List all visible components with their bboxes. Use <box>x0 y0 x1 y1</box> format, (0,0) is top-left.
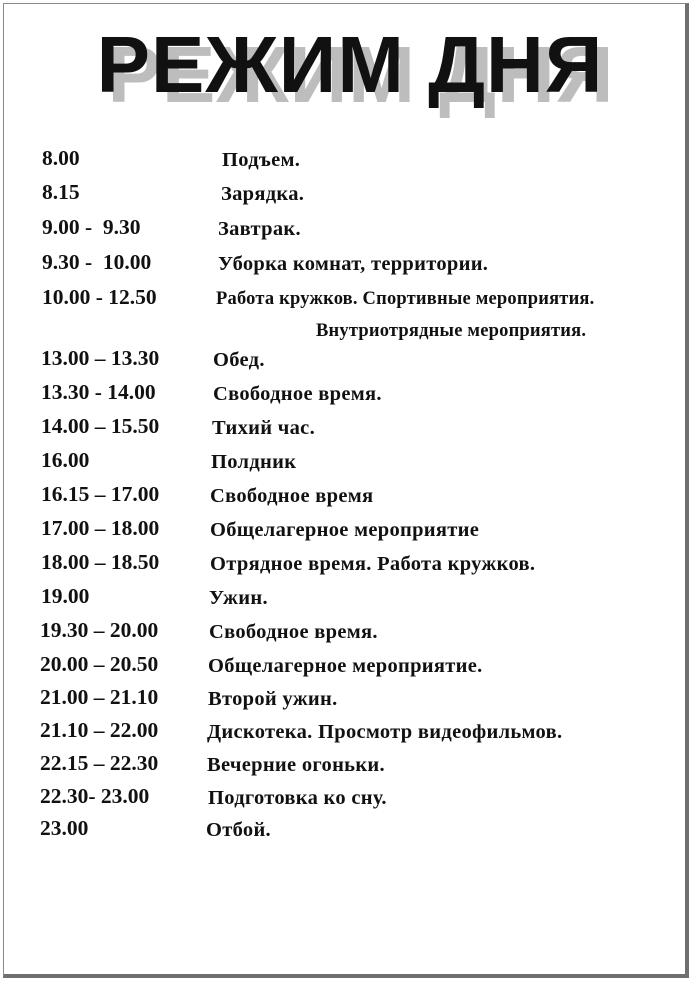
schedule-time: 19.00 <box>41 584 90 608</box>
schedule-time: 13.30 - 14.00 <box>41 380 156 404</box>
schedule-row <box>0 516 700 546</box>
schedule-time: 9.00 - 9.30 <box>42 215 141 239</box>
schedule-row <box>0 685 700 715</box>
schedule-row <box>0 784 700 814</box>
schedule-time: 20.00 – 20.50 <box>40 652 159 676</box>
schedule-activity: Общелагерное мероприятие <box>210 519 480 541</box>
schedule-row <box>0 816 700 846</box>
schedule-row <box>0 618 700 648</box>
schedule-activity: Зарядка. <box>221 183 305 205</box>
page-title: РЕЖИМ ДНЯ <box>96 20 604 109</box>
schedule-row <box>0 250 700 280</box>
schedule-activity: Вечерние огоньки. <box>207 754 385 776</box>
schedule-activity: Завтрак. <box>218 218 301 240</box>
schedule-time: 21.10 – 22.00 <box>40 718 159 742</box>
schedule-activity: Свободное время. <box>213 383 382 405</box>
schedule-time: 16.15 – 17.00 <box>41 482 160 506</box>
schedule-row <box>0 448 700 478</box>
schedule-activity: Отрядное время. Работа кружков. <box>210 553 536 575</box>
schedule-activity: Отбой. <box>206 819 271 841</box>
schedule-activity: Подготовка ко сну. <box>208 787 387 809</box>
schedule-row <box>0 482 700 512</box>
schedule-activity: Общелагерное мероприятие. <box>208 655 483 677</box>
schedule-row <box>0 215 700 245</box>
schedule-activity: Полдник <box>211 451 297 473</box>
schedule-row <box>0 751 700 781</box>
schedule-row <box>0 550 700 580</box>
schedule-time: 8.15 <box>42 180 80 204</box>
schedule-time: 9.30 - 10.00 <box>42 250 152 274</box>
schedule-row <box>0 718 700 748</box>
schedule-time: 10.00 - 12.50 <box>42 285 157 309</box>
schedule-time: 22.30- 23.00 <box>40 784 150 808</box>
schedule-time: 23.00 <box>40 816 89 840</box>
schedule-activity: Уборка комнат, территории. <box>218 253 489 275</box>
schedule-time: 8.00 <box>42 146 80 170</box>
schedule-row <box>0 346 700 376</box>
schedule-activity: Второй ужин. <box>208 688 338 710</box>
schedule-time: 22.15 – 22.30 <box>40 751 159 775</box>
schedule-time: 19.30 – 20.00 <box>40 618 159 642</box>
schedule-activity: Работа кружков. Спортивные мероприятия. <box>216 289 595 309</box>
schedule-row <box>0 584 700 614</box>
schedule-row <box>0 380 700 410</box>
schedule-row <box>0 180 700 210</box>
schedule-time: 21.00 – 21.10 <box>40 685 159 709</box>
schedule-activity: Подъем. <box>222 149 301 171</box>
schedule-activity: Ужин. <box>209 587 268 609</box>
schedule-time: 16.00 <box>41 448 90 472</box>
schedule-time: 14.00 – 15.50 <box>41 414 160 438</box>
schedule-time: 13.00 – 13.30 <box>41 346 160 370</box>
schedule-activity-continuation: Внутриотрядные мероприятия. <box>316 321 587 341</box>
schedule-time: 17.00 – 18.00 <box>41 516 160 540</box>
schedule-time: 18.00 – 18.50 <box>41 550 160 574</box>
schedule-row <box>0 652 700 682</box>
schedule-activity: Свободное время <box>210 485 374 507</box>
schedule-activity: Обед. <box>213 349 265 371</box>
schedule-row <box>0 285 700 345</box>
schedule-row <box>0 414 700 444</box>
schedule-row <box>0 146 700 176</box>
schedule-activity: Тихий час. <box>212 417 316 439</box>
schedule-activity: Дискотека. Просмотр видеофильмов. <box>207 721 563 743</box>
schedule-activity: Свободное время. <box>209 621 378 643</box>
